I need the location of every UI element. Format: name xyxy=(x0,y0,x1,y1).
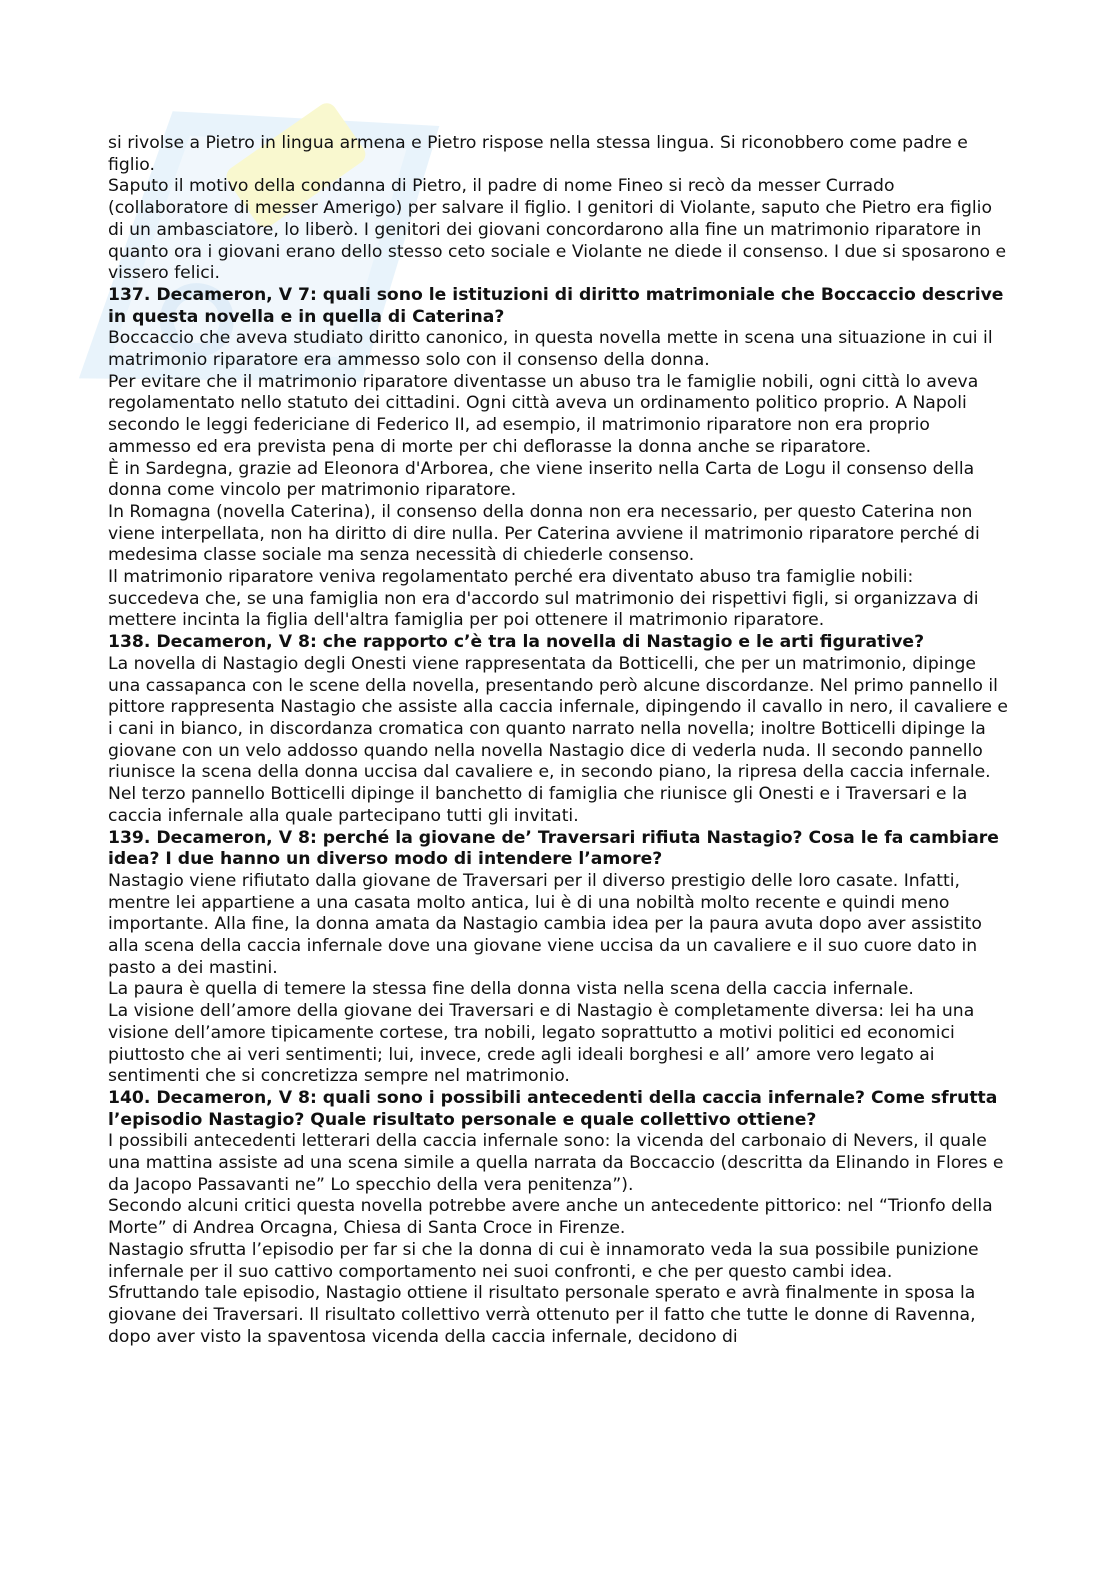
body-paragraph: In Romagna (novella Caterina), il consenso della donna non era necessario, per questo Caterina non viene interpellata, non ha diritto di dire nulla. Per Caterina avviene il matrimonio riparatore perché di medesima classe sociale ma senza necessità di chiederle consenso. xyxy=(108,501,980,566)
body-paragraph: È in Sardegna, grazie ad Eleonora d'Arborea, che viene inserito nella Carta de Logu il consenso della donna come vincolo per matrimonio riparatore. xyxy=(108,458,975,501)
question-heading: 138. Decameron, V 8: che rapporto c’è tra la novella di Nastagio e le arti figurative? xyxy=(108,632,925,653)
body-paragraph: Il matrimonio riparatore veniva regolamentato perché era diventato abuso tra famiglie nobili: succedeva che, se una famiglia non era d'accordo sul matrimonio dei rispettivi figli, si organizzava di mettere incinta la figlia dell'altra famiglia per poi ottenere il matrimonio riparatore. xyxy=(108,567,979,631)
body-paragraph: Boccaccio che aveva studiato diritto canonico, in questa novella mette in scena una situazione in cui il matrimonio riparatore era ammesso solo con il consenso della donna. xyxy=(108,328,993,371)
body-paragraph: La paura è quella di temere la stessa fine della donna vista nella scena della caccia infernale. xyxy=(108,979,914,1000)
body-paragraph: Sfruttando tale episodio, Nastagio ottiene il risultato personale sperato e avrà finalmente in sposa la giovane dei Traversari. Il risultato collettivo verrà ottenuto per il fatto che tutte le donne di Ravenna, dopo aver visto la spaventosa vicenda della caccia infernale, decidono di xyxy=(108,1283,976,1347)
document-page xyxy=(108,133,1008,1348)
body-paragraph: Nastagio sfrutta l’episodio per far si che la donna di cui è innamorato veda la sua possibile punizione infernale per il suo cattivo comportamento nei suoi confronti, e che per questo cambi idea. xyxy=(108,1239,979,1282)
body-paragraph: Saputo il motivo della condanna di Pietro, il padre di nome Fineo si recò da messer Currado (collaboratore di messer Amerigo) per salvare il figlio. I genitori di Violante, saputo che Pietro era figlio di un ambasciatore, lo liberò. I genitori dei giovani concordarono alla fine un matrimonio riparatore in quanto ora i giovani erano dello stesso ceto sociale e Violante ne diede il consenso. I due si sposarono e vissero felici. xyxy=(108,176,1007,284)
body-paragraph: La novella di Nastagio degli Onesti viene rappresentata da Botticelli, che per un matrimonio, dipinge una cassapanca con le scene della novella, presentando però alcune discordanze. Nel primo pannello il pittore rappresenta Nastagio che assiste alla caccia infernale, dipingendo il cavallo in nero, il cavaliere e i cani in bianco, in discordanza cromatica con quanto narrato nella novella; inoltre Botticelli dipinge la giovane con un velo addosso quando nella novella Nastagio dice di vederla nuda. Il secondo pannello riunisce la scena della donna uccisa dal cavaliere e, in secondo piano, la ripresa della caccia infernale. Nel terzo pannello Botticelli dipinge il banchetto di famiglia che riunisce gli Onesti e i Traversari e la caccia infernale alla quale partecipano tutti gli invitati. xyxy=(108,653,1008,826)
body-paragraph: I possibili antecedenti letterari della caccia infernale sono: la vicenda del carbonaio di Nevers, il quale una mattina assiste ad una scena simile a quella narrata da Boccaccio (descritta da Elinando in Flores e da Jacopo Passavanti ne” Lo specchio della vera penitenza”). xyxy=(108,1131,1004,1195)
body-paragraph: Nastagio viene rifiutato dalla giovane de Traversari per il diverso prestigio delle loro casate. Infatti, mentre lei appartiene a una casata molto antica, lui è di una nobiltà molto recente e quindi meno importante. Alla fine, la donna amata da Nastagio cambia idea per la paura avuta dopo aver assistito alla scena della caccia infernale dove una giovane viene uccisa da un cavaliere e il suo cuore dato in pasto a dei mastini. xyxy=(108,870,982,978)
body-paragraph: La visione dell’amore della giovane dei Traversari e di Nastagio è completamente diversa: lei ha una visione dell’amore tipicamente cortese, tra nobili, legato soprattutto a motivi politici ed economici piuttosto che ai veri sentimenti; lui, invece, crede agli ideali borghesi e all’ amore vero legato ai sentimenti che si concretizza sempre nel matrimonio. xyxy=(108,1001,975,1087)
body-paragraph: Secondo alcuni critici questa novella potrebbe avere anche un antecedente pittorico: nel “Trionfo della Morte” di Andrea Orcagna, Chiesa di Santa Croce in Firenze. xyxy=(108,1196,993,1239)
question-heading: 140. Decameron, V 8: quali sono i possibili antecedenti della caccia infernale? Come sfrutta l’episodio Nastagio? Quale risultato personale e quale collettivo ottiene? xyxy=(108,1087,998,1130)
question-heading: 137. Decameron, V 7: quali sono le istituzioni di diritto matrimoniale che Boccaccio descrive in questa novella e in quella di Caterina? xyxy=(108,284,1004,327)
question-heading: 139. Decameron, V 8: perché la giovane de’ Traversari rifiuta Nastagio? Cosa le fa cambiare idea? I due hanno un diverso modo di intendere l’amore? xyxy=(108,827,999,870)
body-paragraph: si rivolse a Pietro in lingua armena e Pietro rispose nella stessa lingua. Si riconobbero come padre e figlio. xyxy=(108,133,968,175)
body-paragraph: Per evitare che il matrimonio riparatore diventasse un abuso tra le famiglie nobili, ogni città lo aveva regolamentato nello statuto dei cittadini. Ogni città aveva un ordinamento politico proprio. A Napoli secondo le leggi federiciane di Federico II, ad esempio, il matrimonio riparatore non era proprio ammesso ed era prevista pena di morte per chi deflorasse la donna anche se riparatore. xyxy=(108,371,979,457)
